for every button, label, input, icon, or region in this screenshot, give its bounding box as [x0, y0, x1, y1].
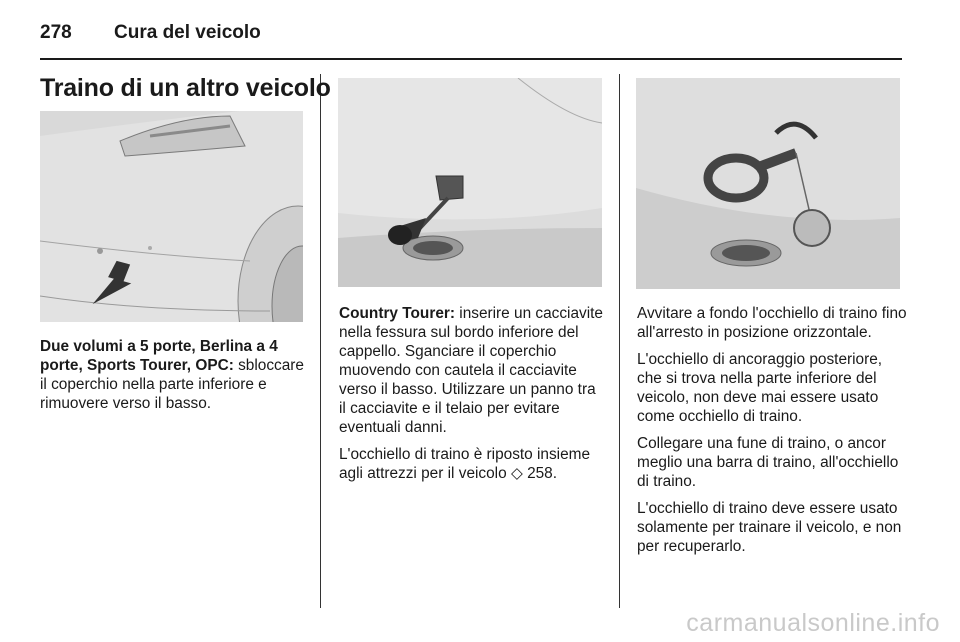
lead-bold: Due volumi a 5 porte, Berlina a 4 porte, Sports Tourer, OPC: [40, 338, 278, 374]
column-divider [619, 74, 620, 608]
col1-text [40, 337, 308, 421]
page-header [40, 14, 920, 54]
arrow-ref-icon: ◇ [510, 465, 523, 482]
col2-text [339, 304, 605, 491]
page-ref[interactable]: 258 [527, 465, 553, 482]
header-rule [40, 58, 902, 60]
lead-bold: Country Tourer: [339, 305, 455, 322]
paragraph: Avvitare a fondo l'occhiello di traino fino all'arresto in posizione orizzontale. [637, 305, 907, 341]
paragraph: L'occhiello di traino deve essere usato solamente per trainare il veicolo, e non per recuperarlo. [637, 500, 902, 555]
paragraph: Collegare una fune di traino, o ancor meglio una barra di traino, all'occhiello di traino. [637, 435, 899, 490]
ref-end: . [552, 465, 558, 482]
watermark: carmanualsonline.info [686, 609, 940, 637]
col3-text [637, 304, 907, 564]
lead-text: sbloccare il coperchio nella parte inferiore e rimuovere verso il basso. [40, 357, 304, 412]
column-divider [320, 74, 321, 608]
ref-text: L'occhiello di traino è riposto insieme agli attrezzi per il veicolo [339, 446, 591, 482]
figure-screwdriver [338, 78, 602, 287]
figure-rear-bumper [40, 111, 303, 322]
paragraph [339, 304, 605, 437]
paragraph [40, 337, 308, 413]
page-number: 278 [40, 22, 72, 43]
chapter-title: Cura del veicolo [114, 22, 261, 43]
section-title: Traino di un altro veicolo [40, 74, 331, 102]
lead-text: inserire un cacciavite nella fessura sul bordo inferiore del cappello. Sganciare il coperchio muovendo con cautela il cacciavite verso il basso. Utilizzare un panno tra il cacciavite e il telaio per evitare eventuali danni. [339, 305, 603, 436]
figure-tow-eye [636, 78, 900, 289]
paragraph [339, 445, 605, 483]
paragraph: L'occhiello di ancoraggio posteriore, che si trova nella parte inferiore del veicolo, non deve mai essere usato come occhiello di traino. [637, 351, 883, 425]
